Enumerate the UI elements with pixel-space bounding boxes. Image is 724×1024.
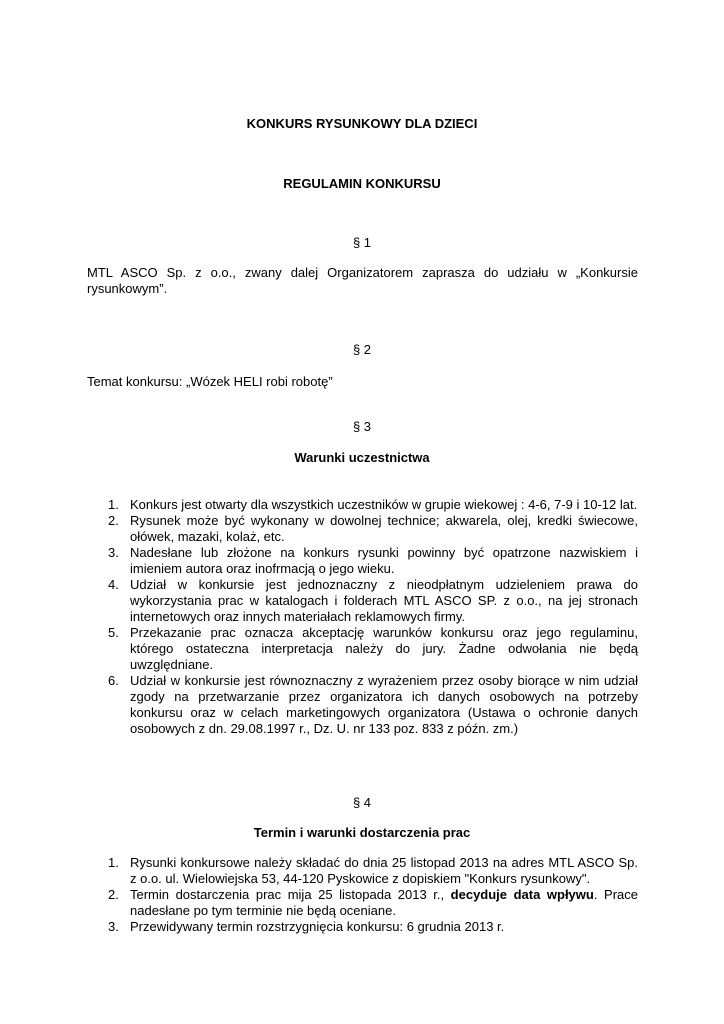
section-4-heading: Termin i warunki dostarczenia prac bbox=[253, 825, 471, 840]
list-number: 1. bbox=[108, 855, 119, 870]
list-item bbox=[87, 545, 638, 577]
document-subtitle: REGULAMIN KONKURSU bbox=[283, 176, 441, 191]
list-item-text: Udział w konkursie jest jednoznaczny z nieodpłatnym udzieleniem prawa do wykorzystania prac w katalogach i folderach MTL ASCO SP. z o.o., na jej stronach internetowych oraz innych materiałach reklamowych firmy. bbox=[130, 577, 638, 624]
list-item-text: Rysunki konkursowe należy składać do dnia 25 listopad 2013 na adres MTL ASCO Sp. z o.o. ul. Wielowiejska 53, 44-120 Pyskowice z dopiskiem "Konkurs rysunkowy". bbox=[130, 855, 638, 886]
document-title: KONKURS RYSUNKOWY DLA DZIECI bbox=[246, 116, 478, 131]
section-1-text: MTL ASCO Sp. z o.o., zwany dalej Organizatorem zaprasza do udziału w „Konkursie rysunkowym”. bbox=[87, 265, 638, 296]
list-item bbox=[87, 919, 638, 935]
list-item-text: Rysunek może być wykonany w dowolnej technice; akwarela, olej, kredki świecowe, ołówek, mazaki, kolaż, etc. bbox=[130, 513, 638, 544]
list-number: 1. bbox=[108, 497, 119, 512]
list-item-text: Konkurs jest otwarty dla wszystkich uczestników w grupie wiekowej : 4-6, 7-9 i 10-12 lat. bbox=[130, 497, 638, 512]
list-number: 4. bbox=[108, 577, 119, 592]
section-mark-2: § 2 bbox=[352, 342, 372, 357]
list-item bbox=[87, 887, 638, 919]
list-item-text: . Prace nadesłane po tym terminie nie będą oceniane. bbox=[130, 887, 639, 918]
list-number: 5. bbox=[108, 625, 119, 640]
list-item-text: Nadesłane lub złożone na konkurs rysunki powinny być opatrzone nazwiskiem i imieniem autora oraz inofrmacją o jego wieku. bbox=[130, 545, 638, 576]
delivery-list bbox=[87, 855, 638, 935]
list-number: 3. bbox=[108, 919, 119, 934]
conditions-list bbox=[87, 497, 638, 737]
list-number: 3. bbox=[108, 545, 119, 560]
section-2-text: Temat konkursu: „Wózek HELI robi robotę” bbox=[87, 374, 333, 389]
section-3-heading: Warunki uczestnictwa bbox=[294, 450, 430, 465]
list-item bbox=[87, 513, 638, 545]
list-item bbox=[87, 673, 638, 737]
list-item bbox=[87, 855, 638, 887]
list-number: 6. bbox=[108, 673, 119, 688]
list-item-emphasis: decyduje data wpływu bbox=[450, 887, 594, 902]
list-item-text: Udział w konkursie jest równoznaczny z wyrażeniem przez osoby biorące w nim udział zgody na przetwarzanie przez organizatora ich danych osobowych na potrzeby konkursu oraz w celach marketingowych organizatora (Ustawa o ochronie danych osobowych z dn. 29.08.1997 r., Dz. U. nr 133 poz. 833 z późn. zm.) bbox=[130, 673, 638, 736]
list-item bbox=[87, 577, 638, 625]
list-item bbox=[87, 625, 638, 673]
section-mark-3: § 3 bbox=[352, 419, 372, 434]
list-item-text: Przewidywany termin rozstrzygnięcia konkursu: 6 grudnia 2013 r. bbox=[130, 919, 505, 934]
list-number: 2. bbox=[108, 513, 119, 528]
list-item-text: Przekazanie prac oznacza akceptację warunków konkursu oraz jego regulaminu, którego ostateczna interpretacja należy do jury. Żadne odwołania nie będą uwzględniane. bbox=[130, 625, 638, 672]
section-mark-1: § 1 bbox=[352, 235, 372, 250]
section-mark-4: § 4 bbox=[352, 795, 372, 810]
list-item bbox=[87, 497, 638, 513]
list-item-text: Termin dostarczenia prac mija 25 listopada 2013 r., bbox=[130, 887, 451, 902]
list-number: 2. bbox=[108, 887, 119, 902]
